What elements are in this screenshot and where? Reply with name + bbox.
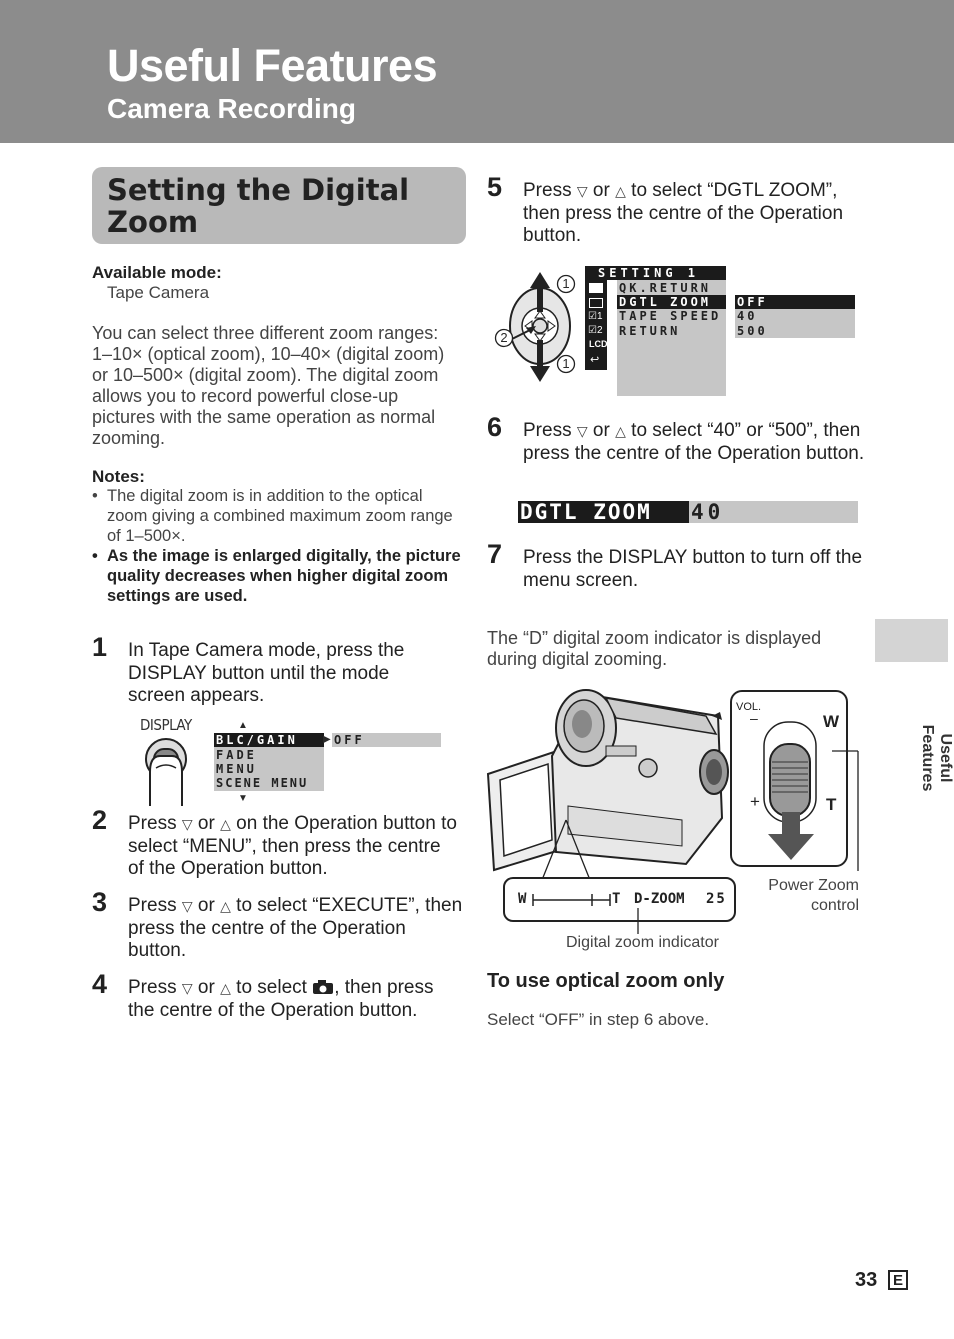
zoom-display-t: T (612, 891, 621, 907)
zoom-t-label: T (826, 795, 837, 814)
digital-indicator-label: Digital zoom indicator (566, 934, 719, 951)
side-tab-text: Useful Features (919, 724, 954, 792)
mark-1-top: 1 (562, 276, 570, 291)
step-1-text: In Tape Camera mode, press the DISPLAY button until the mode screen appears. (128, 640, 405, 706)
page-letter: E (888, 1270, 908, 1290)
menu2-option-off: OFF (735, 295, 855, 309)
intro-paragraph: You can select three different zoom ranges: 1–10× (optical zoom), 10–40× (digital zoom) or 10–500× (digital zoom). The digital zoom allows you to record powerful close-up pictures with the same operation as normal zooming. (92, 323, 445, 448)
page-title: Useful Features (107, 40, 438, 91)
menu2-item-tape-speed: TAPE SPEED (619, 309, 722, 323)
lcd-icon: LCD (589, 339, 608, 349)
step-5-number: 5 (487, 172, 503, 202)
available-value: Tape Camera (107, 283, 210, 302)
note-item-1: • The digital zoom is in addition to the optical zoom giving a combined maximum zoom range of 1–500×. (92, 487, 453, 545)
zoom-w-label: W (823, 712, 840, 731)
step-5-text: Press ▽ or △ to select “DGTL ZOOM”, then press the centre of the Operation button. (523, 180, 844, 246)
step-6-number: 6 (487, 412, 503, 442)
vol-label: VOL. (736, 701, 762, 713)
notes-label: Notes: (92, 467, 145, 486)
camcorder-illustration (486, 686, 736, 881)
step-4-text: Press ▽ or △ to select , then press the centre of the Operation button. (128, 977, 434, 1021)
mark-2: 2 (500, 330, 508, 345)
note-item-2: • As the image is enlarged digitally, the picture quality decreases when higher digital zoom settings are used. (92, 547, 461, 605)
plus-label: + (750, 792, 760, 811)
zoom-lever-icon (760, 718, 822, 863)
step-7-text: Press the DISPLAY button to turn off the menu screen. (523, 547, 863, 591)
page-subtitle: Camera Recording (107, 93, 356, 124)
menu2-item-dgtl-zoom: DGTL ZOOM (617, 295, 726, 309)
step-7-number: 7 (487, 539, 503, 569)
section-title: Setting the Digital Zoom (107, 173, 410, 239)
zoom-display-w: W (518, 891, 527, 907)
available-label: Available mode: (92, 263, 222, 282)
menu2-title: SETTING 1 (595, 266, 726, 280)
menu1-item-blc-gain: BLC/GAIN (214, 733, 324, 747)
menu2-item-qk-return: QK.RETURN (619, 281, 712, 295)
step-1-number: 1 (92, 632, 108, 662)
page-number: 33 (855, 1269, 878, 1291)
minus-label: – (750, 710, 758, 726)
optical-text: Select “OFF” in step 6 above. (487, 1010, 710, 1029)
setting1-icon: ☑1 (588, 311, 603, 322)
optical-title: To use optical zoom only (487, 970, 725, 992)
down-triangle-icon: ▽ (181, 816, 193, 832)
menu1-arrow-down-icon: ▼ (238, 793, 248, 804)
power-zoom-leader (828, 725, 862, 875)
zoom-display-value: 25 (706, 891, 727, 907)
up-triangle-icon: △ (220, 980, 231, 996)
menu1-item-fade: FADE (216, 748, 257, 762)
dgtl-zoom-bar-label: DGTL ZOOM (518, 501, 689, 523)
display-button-label: DISPLAY (140, 716, 192, 734)
step-3-number: 3 (92, 887, 108, 917)
camera-mode-icon (589, 283, 603, 293)
zoom-display-leader (536, 818, 596, 882)
step-2-text: Press ▽ or △ on the Operation button to select “MENU”, then press the centre of the Operation button. (128, 813, 457, 879)
menu1-arrow-right-icon: ▶ (323, 734, 331, 745)
menu1-value: OFF (334, 733, 365, 747)
up-triangle-icon: △ (615, 183, 626, 199)
step-4-number: 4 (92, 969, 108, 999)
dgtl-zoom-bar-value: 40 (691, 500, 725, 524)
return-icon: ↩ (590, 354, 600, 366)
down-triangle-icon: ▽ (181, 980, 193, 996)
zoom-display-dzoom: D-ZOOM (634, 891, 685, 907)
menu1-arrow-up-icon: ▲ (238, 720, 248, 731)
up-triangle-icon: △ (615, 423, 626, 439)
indicator-description: The “D” digital zoom indicator is displayed during digital zooming. (487, 628, 822, 669)
menu2-item-return: RETURN (619, 324, 681, 338)
step-3-text: Press ▽ or △ to select “EXECUTE”, then press the centre of the Operation button. (128, 895, 463, 961)
playback-mode-icon (589, 298, 603, 308)
up-triangle-icon: △ (220, 816, 231, 832)
side-tab (875, 619, 948, 662)
down-triangle-icon: ▽ (576, 183, 588, 199)
down-triangle-icon: ▽ (181, 898, 193, 914)
menu2-option-40: 40 (737, 309, 758, 323)
setting2-icon: ☑2 (588, 325, 603, 336)
menu2-option-500: 500 (737, 324, 768, 338)
power-zoom-label: Power Zoom control (768, 877, 859, 914)
camera-icon (312, 979, 334, 995)
menu1-item-menu: MENU (216, 762, 257, 776)
step-2-number: 2 (92, 805, 108, 835)
menu1-item-scene-menu: SCENE MENU (216, 776, 309, 790)
down-triangle-icon: ▽ (576, 423, 588, 439)
up-triangle-icon: △ (220, 898, 231, 914)
zoom-scale-bar-icon (532, 892, 612, 908)
digital-indicator-leader (634, 908, 644, 934)
step-6-text: Press ▽ or △ to select “40” or “500”, then press the centre of the Operation button. (523, 420, 865, 464)
mark-1-bottom: 1 (562, 356, 570, 371)
display-button-icon (138, 734, 194, 808)
